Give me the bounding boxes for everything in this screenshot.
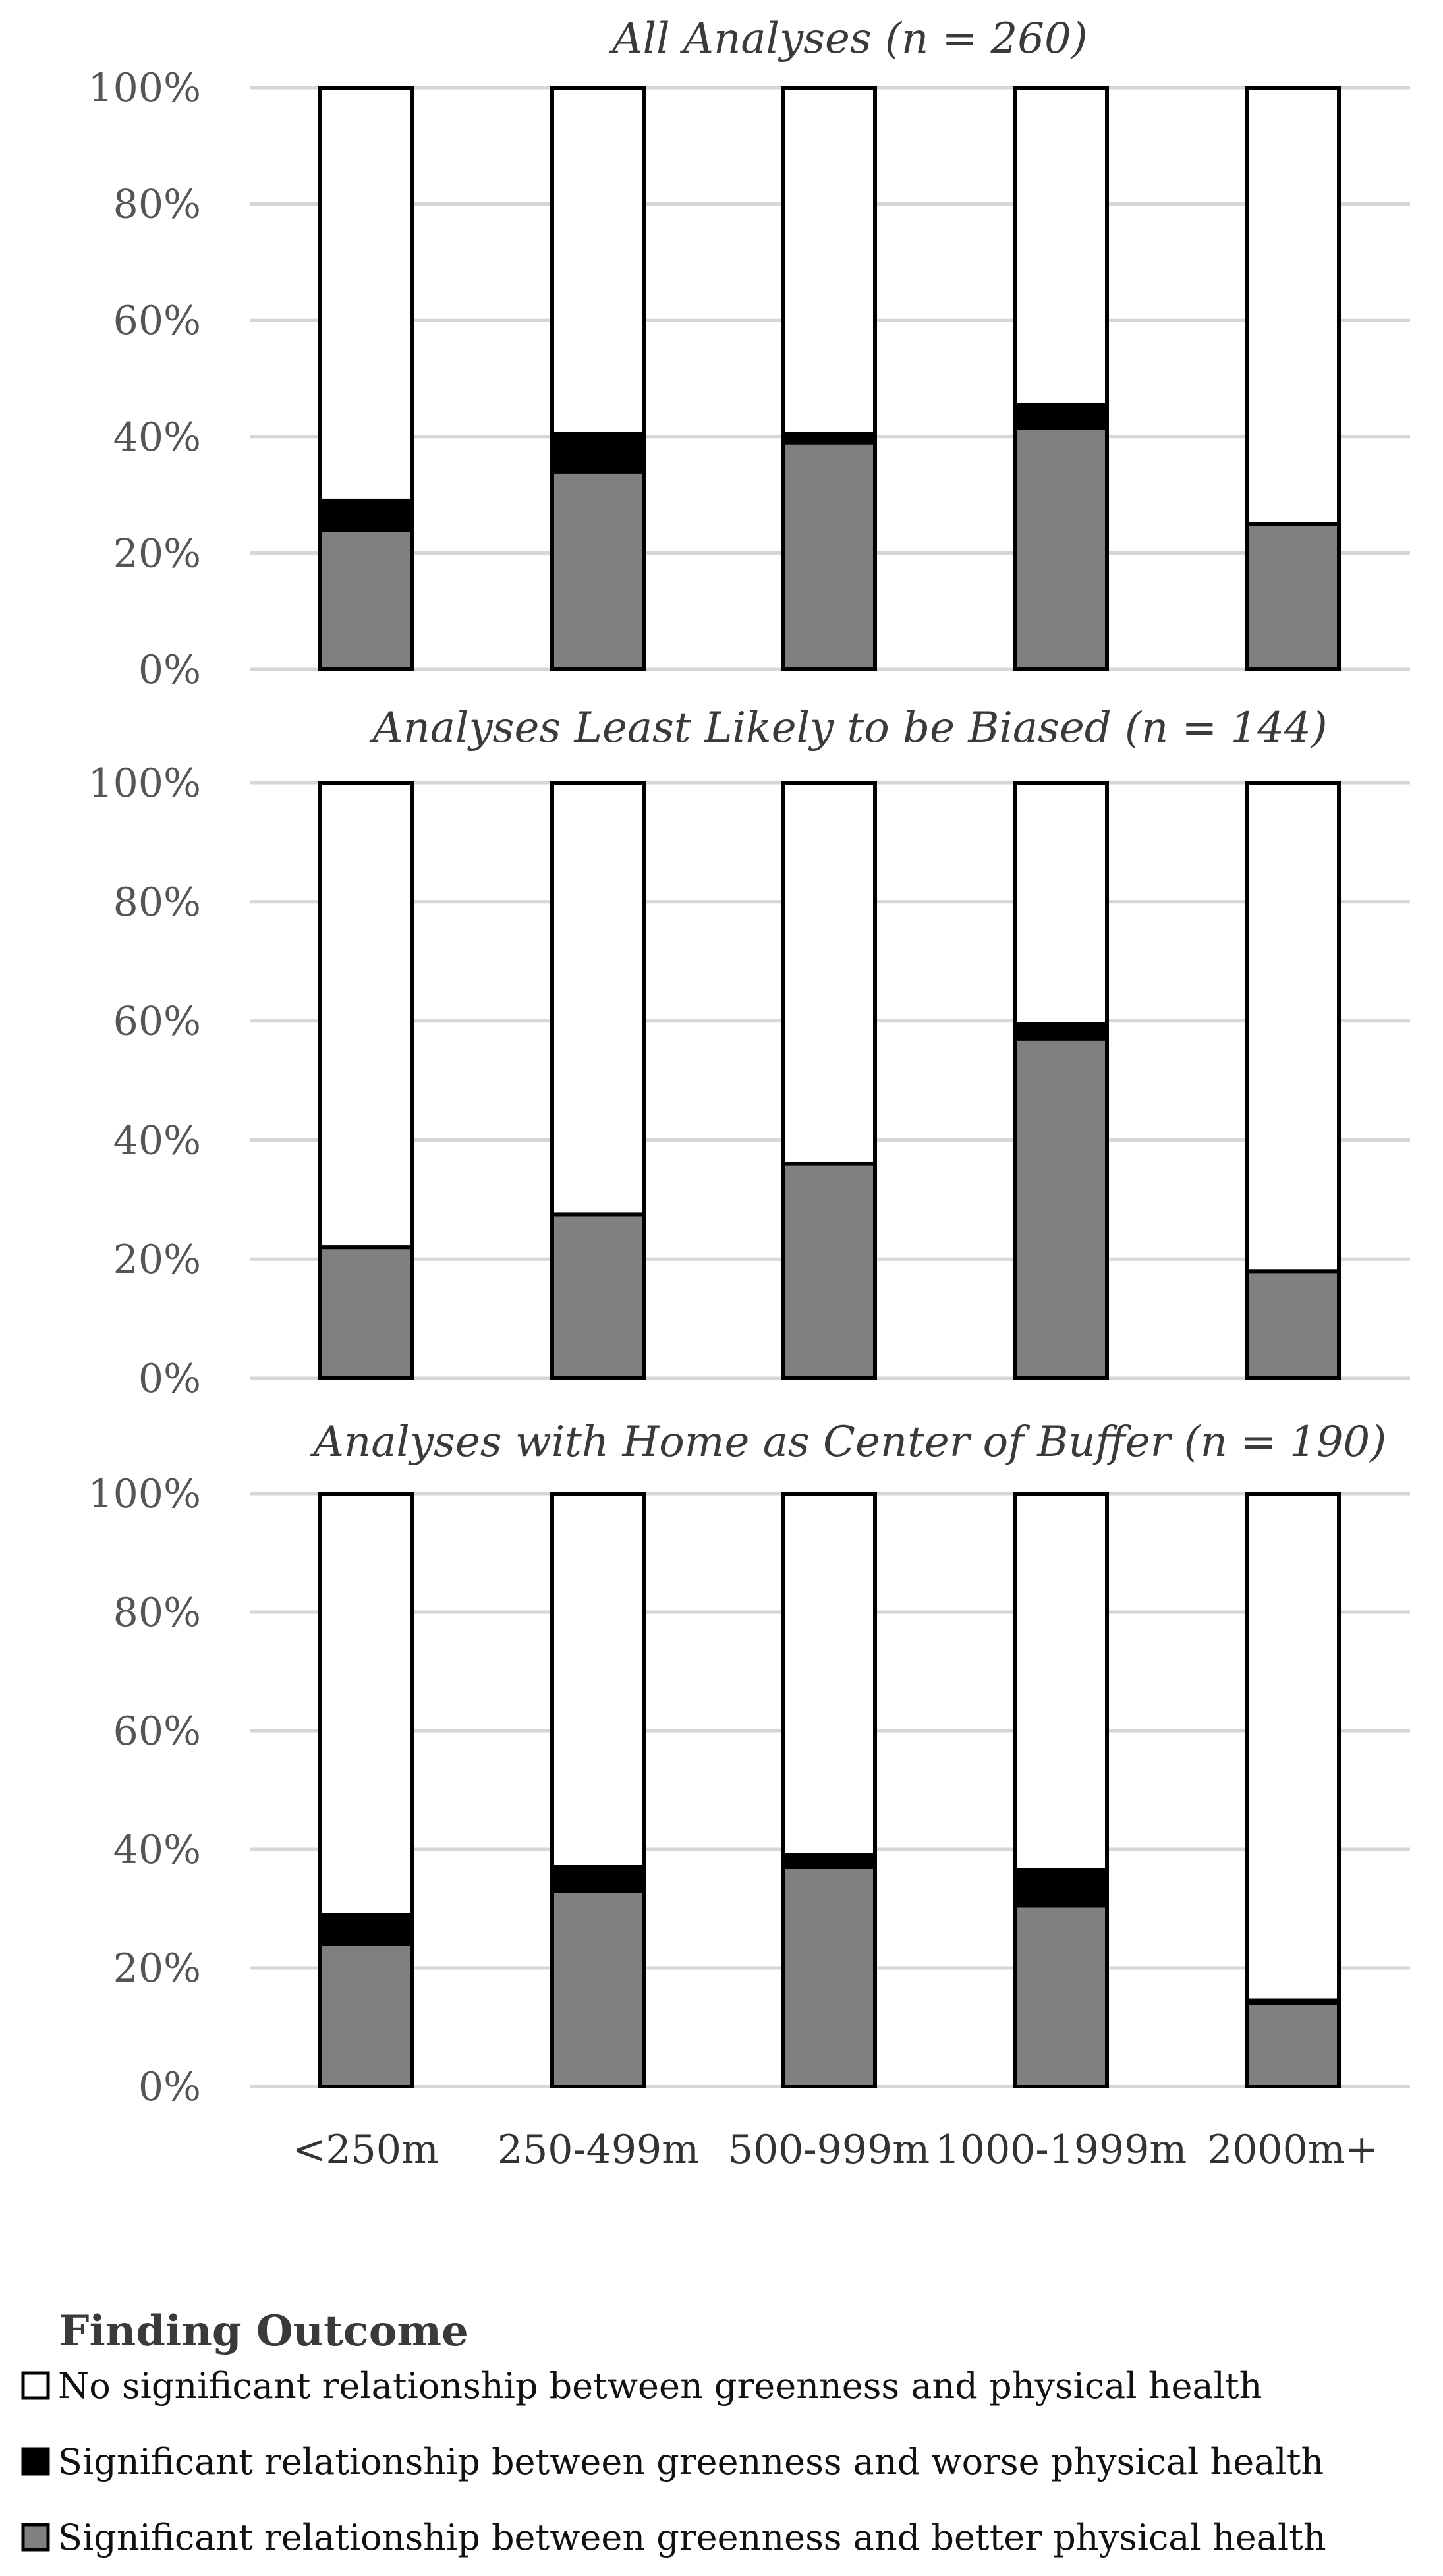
bar-segment-better (320, 1247, 412, 1378)
bar-segment-none (552, 88, 644, 434)
bar-stack-4 (1015, 88, 1107, 669)
y-tick-label: 40% (113, 1117, 201, 1164)
bar-segment-none (1247, 1494, 1339, 2001)
bar-segment-worse (552, 434, 644, 471)
bar-segment-better (1015, 1039, 1107, 1378)
bar-segment-better (1247, 524, 1339, 669)
x-tick-label: 1000-1999m (934, 2127, 1187, 2173)
bar-segment-none (320, 1494, 412, 1915)
chart-panel-3 (88, 1418, 1410, 2173)
y-tick-label: 60% (113, 298, 201, 345)
bar-segment-worse (552, 1867, 644, 1891)
bar-segment-none (783, 1494, 875, 1855)
x-tick-label: 250-499m (497, 2127, 700, 2173)
bar-segment-better (1247, 2003, 1339, 2086)
bar-segment-worse (1015, 405, 1107, 428)
bar-stack-5 (1247, 88, 1339, 669)
bar-segment-worse (320, 1915, 412, 1944)
bar-segment-better (320, 1944, 412, 2086)
bar-stack-4 (1015, 1494, 1107, 2086)
bar-stack-1 (320, 783, 412, 1378)
bar-segment-none (1015, 1494, 1107, 1870)
x-tick-label: 2000m+ (1207, 2127, 1378, 2173)
y-tick-label: 80% (113, 879, 201, 926)
bar-segment-none (783, 88, 875, 434)
bar-segment-better (552, 1891, 644, 2086)
y-tick-label: 40% (113, 414, 201, 461)
bar-segment-none (1015, 783, 1107, 1024)
bar-segment-better (552, 472, 644, 669)
bar-stack-4 (1015, 783, 1107, 1378)
bar-stack-5 (1247, 1494, 1339, 2086)
chart-title: Analyses with Home as Center of Buffer (n = 190) (313, 1418, 1387, 1467)
legend-title: Finding Outcome (59, 2307, 468, 2356)
bar-stack-5 (1247, 783, 1339, 1378)
legend-label-worse: Significant relationship between greenness and worse physical health (58, 2441, 1324, 2482)
y-tick-label: 100% (88, 760, 201, 806)
bar-segment-none (1247, 88, 1339, 524)
bar-segment-none (552, 1494, 644, 1867)
bar-stack-3 (783, 88, 875, 669)
y-tick-label: 60% (113, 1708, 201, 1754)
bar-segment-better (1015, 1906, 1107, 2087)
bar-segment-better (783, 1164, 875, 1378)
bar-stack-1 (320, 88, 412, 669)
bar-segment-better (1015, 428, 1107, 669)
bar-segment-worse (320, 501, 412, 530)
legend-swatch-none (23, 2373, 48, 2398)
bar-segment-none (320, 88, 412, 501)
bar-segment-better (320, 530, 412, 669)
bar-stack-2 (552, 88, 644, 669)
bar-segment-better (552, 1214, 644, 1378)
legend-swatch-worse (23, 2449, 48, 2474)
y-tick-label: 0% (138, 1356, 201, 1402)
y-tick-label: 80% (113, 1590, 201, 1636)
bar-stack-3 (783, 1494, 875, 2086)
y-tick-label: 20% (113, 1946, 201, 1992)
bar-segment-worse (1015, 1024, 1107, 1039)
bar-segment-better (1247, 1271, 1339, 1378)
bar-segment-none (783, 783, 875, 1164)
y-tick-label: 40% (113, 1827, 201, 1873)
bar-stack-3 (783, 783, 875, 1378)
legend-swatch-better (23, 2525, 48, 2550)
chart-panel-1 (88, 14, 1410, 693)
legend (23, 2307, 1326, 2558)
bar-segment-none (320, 783, 412, 1247)
bar-segment-none (552, 783, 644, 1214)
y-tick-label: 100% (88, 65, 201, 111)
bar-segment-none (1247, 783, 1339, 1271)
x-tick-label: 500-999m (727, 2127, 930, 2173)
bar-stack-2 (552, 1494, 644, 2086)
bar-stack-2 (552, 783, 644, 1378)
chart-panel-2 (88, 704, 1410, 1402)
y-tick-label: 100% (88, 1471, 201, 1517)
chart-title: Analyses Least Likely to be Biased (n = 144) (372, 704, 1328, 752)
legend-label-better: Significant relationship between greenness and better physical health (58, 2517, 1326, 2558)
y-tick-label: 0% (138, 2064, 201, 2110)
bar-segment-better (783, 1867, 875, 2086)
bar-stack-1 (320, 1494, 412, 2086)
y-tick-label: 60% (113, 998, 201, 1045)
chart-title: All Analyses (n = 260) (612, 14, 1088, 63)
y-tick-label: 0% (138, 647, 201, 693)
y-tick-label: 20% (113, 530, 201, 577)
bar-segment-better (783, 443, 875, 669)
legend-label-none: No significant relationship between greenness and physical health (58, 2365, 1262, 2407)
y-tick-label: 20% (113, 1237, 201, 1283)
x-tick-label: <250m (293, 2127, 439, 2173)
y-tick-label: 80% (113, 181, 201, 228)
bar-segment-none (1015, 88, 1107, 405)
bar-segment-worse (1015, 1870, 1107, 1906)
